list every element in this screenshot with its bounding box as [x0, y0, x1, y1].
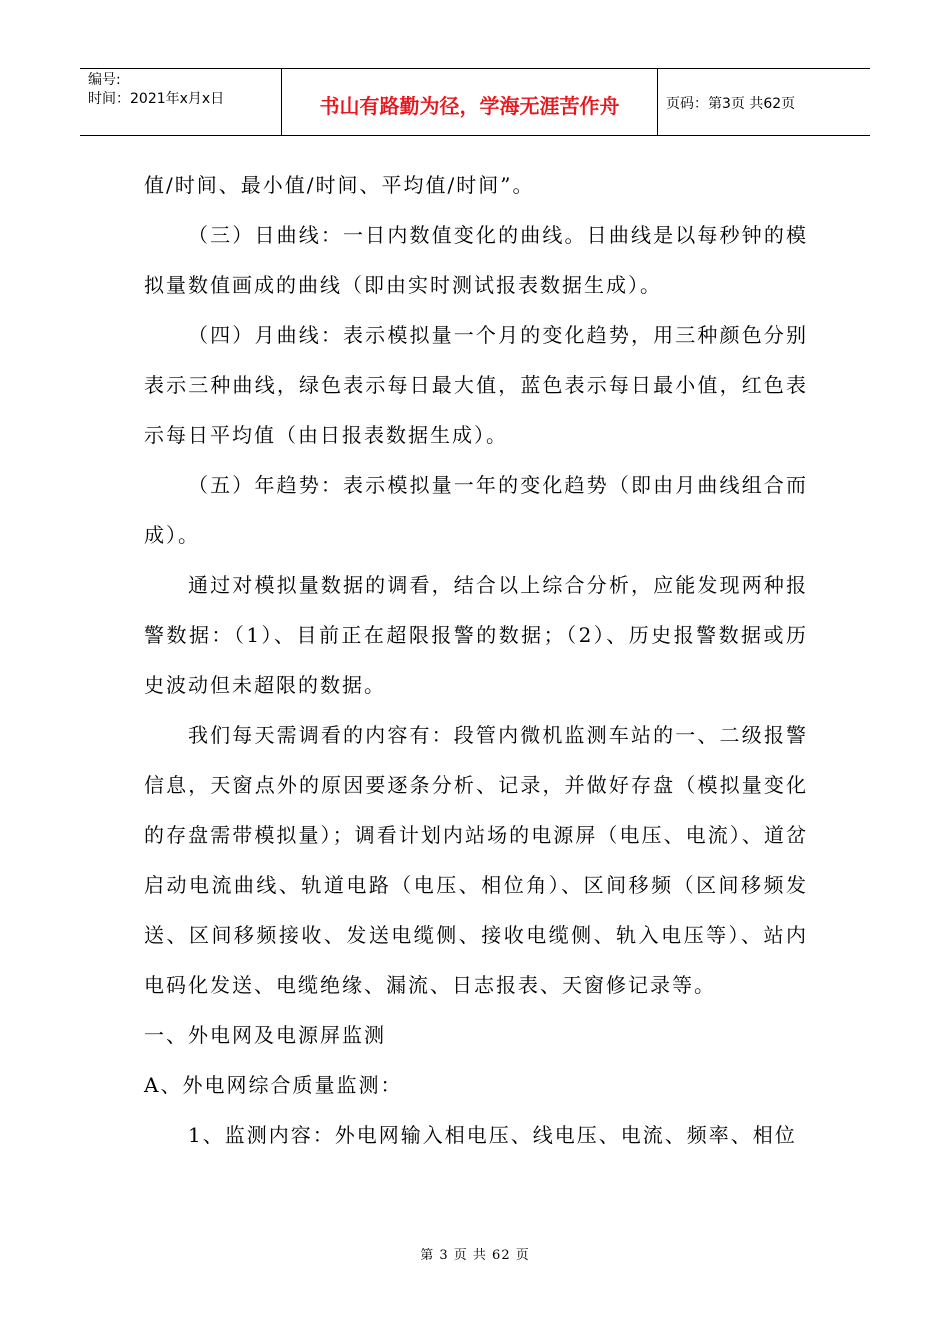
page-header: [80, 68, 870, 136]
paragraph-yearly-trend: （五）年趋势：表示模拟量一年的变化趋势（即由月曲线组合而成）。: [144, 473, 808, 547]
paragraph-alarm-data: 通过对模拟量数据的调看，结合以上综合分析，应能发现两种报警数据：（1）、目前正在超限报警的数据；（2）、历史报警数据或历史波动但未超限的数据。: [144, 573, 808, 697]
paragraph-daily-review: 我们每天需调看的内容有：段管内微机监测车站的一、二级报警信息，天窗点外的原因要逐条分析、记录，并做好存盘（模拟量变化的存盘需带模拟量）；调看计划内站场的电源屏（电压、电流）、道岔启动电流曲线、轨道电路（电压、相位角）、区间移频（区间移频发送、区间移频接收、发送电缆侧、接收电缆侧、轨入电压等）、站内电码化发送、电缆绝缘、漏流、日志报表、天窗修记录等。: [144, 723, 808, 997]
paragraph-monthly-curve: （四）月曲线：表示模拟量一个月的变化趋势，用三种颜色分别表示三种曲线，绿色表示每日最大值，蓝色表示每日最小值，红色表示每日平均值（由日报表数据生成）。: [144, 323, 808, 447]
page-footer: 第 3 页 共 62 页: [420, 1248, 530, 1263]
date-label: 时间：2021年x月x日: [88, 91, 225, 107]
header-meta: [80, 69, 282, 135]
header-page-info: 页码：第3页 共62页: [666, 96, 796, 112]
section-heading: 一、外电网及电源屏监测: [144, 1023, 386, 1047]
paragraph-monitoring-content: 1、监测内容：外电网输入相电压、线电压、电流、频率、相位: [188, 1123, 797, 1147]
header-motto: 书山有路勤为径，学海无涯苦作舟: [282, 69, 658, 135]
document-body: [144, 160, 808, 1160]
subsection-heading: A、外电网综合质量监测：: [144, 1073, 403, 1097]
number-label: 编号:: [88, 72, 121, 88]
paragraph-daily-curve: （三）日曲线：一日内数值变化的曲线。日曲线是以每秒钟的模拟量数值画成的曲线（即由实时测试报表数据生成）。: [144, 223, 808, 297]
paragraph-continuation: 值/时间、最小值/时间、平均值/时间”。: [144, 173, 535, 197]
